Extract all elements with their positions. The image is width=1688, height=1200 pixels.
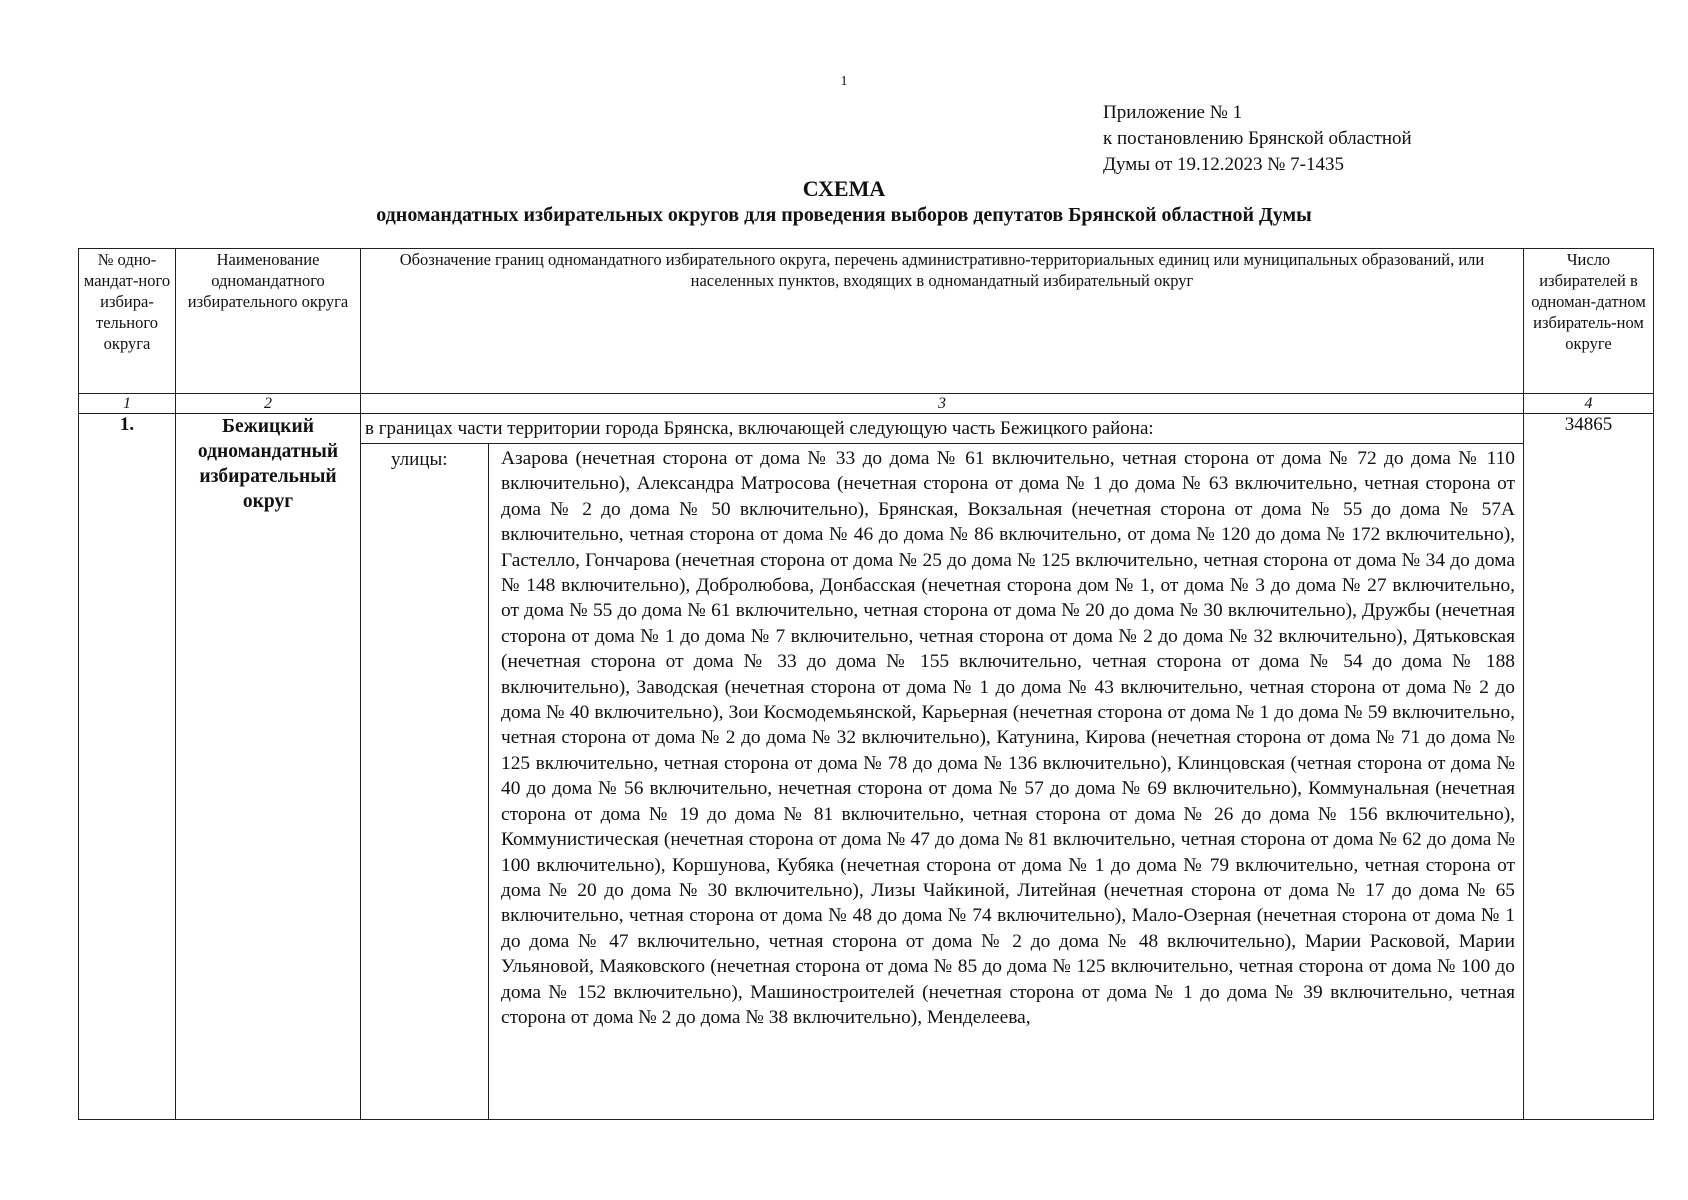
column-number: 1: [79, 394, 176, 414]
table-row: [79, 414, 1654, 1120]
header-district-number: № одно-мандат-ного избира-тельного округа: [79, 249, 176, 394]
appendix-line-2: к постановлению Брянской областной: [1103, 128, 1412, 149]
document-subtitle: одномандатных избирательных округов для проведения выборов депутатов Брянской областной Думы: [376, 204, 1312, 226]
header-boundaries: Обозначение границ одномандатного избирательного округа, перечень административно-территориальных единиц или муниципальных образований, или населенных пунктов, входящих в одномандатный избирательный округ: [361, 249, 1524, 394]
districts-table: [78, 248, 1654, 1120]
column-number: 4: [1524, 394, 1654, 414]
header-district-name: Наименование одномандатного избирательного округа: [176, 249, 361, 394]
district-boundaries: [361, 414, 1524, 1120]
table-header-row: [79, 249, 1654, 394]
header-voter-count: Число избирателей в одноман-датном избиратель-ном округе: [1524, 249, 1654, 394]
page-number: 1: [840, 74, 848, 89]
column-number: 2: [176, 394, 361, 414]
streets-section: [361, 444, 1523, 1119]
district-name: Бежицкий одномандатный избирательный округ: [176, 414, 361, 1120]
appendix-line-1: Приложение № 1: [1103, 102, 1243, 123]
appendix-line-3: Думы от 19.12.2023 № 7-1435: [1103, 154, 1345, 175]
column-numbers-row: [79, 394, 1654, 414]
appendix-note: [1103, 100, 1412, 178]
streets-label: улицы:: [361, 444, 489, 1119]
district-number: 1.: [79, 414, 176, 1120]
streets-list: Азарова (нечетная сторона от дома № 33 до дома № 61 включительно, четная сторона от дома № 72 до дома № 110 включительно), Александра Матросова (нечетная сторона от дома № 1 до дома № 63 включительно, четная сторона от дома № 2 до дома № 50 включительно), Брянская, Вокзальная (нечетная сторона от дома № 55 до дома № 57А включительно, четная сторона от дома № 46 до дома № 86 включительно, от дома № 120 до дома № 172 включительно), Гастелло, Гончарова (нечетная сторона от дома № 25 до дома № 125 включительно, четная сторона от дома № 34 до дома № 148 включительно), Добролюбова, Донбасская (нечетная сторона дом № 1, от дома № 3 до дома № 27 включительно, от дома № 55 до дома № 61 включительно, четная сторона от дома № 20 до дома № 30 включительно), Дружбы (нечетная сторона от дома № 1 до дома № 7 включительно, четная сторона от дома № 2 до дома № 32 включительно), Дятьковская (нечетная сторона от дома № 33 до дома № 155 включительно, четная сторона от дома № 54 до дома № 188 включительно), Заводская (нечетная сторона от дома № 1 до дома № 43 включительно, четная сторона от дома № 2 до дома № 40 включительно), Зои Космодемьянской, Карьерная (нечетная сторона от дома № 1 до дома № 59 включительно, четная сторона от дома № 2 до дома № 32 включительно), Катунина, Кирова (нечетная сторона от дома № 71 до дома № 125 включительно, четная сторона от дома № 78 до дома № 136 включительно), Клинцовская (четная сторона от дома № 40 до дома № 56 включительно, нечетная сторона от дома № 57 до дома № 69 включительно), Коммунальная (нечетная сторона от дома № 19 до дома № 81 включительно, четная сторона от дома № 26 до дома № 156 включительно), Коммунистическая (нечетная сторона от дома № 47 до дома № 81 включительно, четная сторона от дома № 62 до дома № 100 включительно), Коршунова, Кубяка (нечетная сторона от дома № 1 до дома № 79 включительно, четная сторона от дома № 20 до дома № 30 включительно), Лизы Чайкиной, Литейная (нечетная сторона от дома № 17 до дома № 65 включительно, четная сторона от дома № 48 до дома № 74 включительно), Мало-Озерная (нечетная сторона от дома № 1 до дома № 47 включительно, четная сторона от дома № 2 до дома № 48 включительно), Марии Расковой, Марии Ульяновой, Маяковского (нечетная сторона от дома № 85 до дома № 125 включительно, четная сторона от дома № 100 до дома № 152 включительно), Машиностроителей (нечетная сторона от дома № 1 до дома № 39 включительно, четная сторона от дома № 2 до дома № 38 включительно), Менделеева,: [501, 448, 1515, 1028]
voter-count: 34865: [1524, 414, 1654, 1120]
column-number: 3: [361, 394, 1524, 414]
boundary-intro: в границах части территории города Брянска, включающей следующую часть Бежицкого района:: [361, 414, 1523, 444]
document-title: СХЕМА: [802, 176, 886, 201]
